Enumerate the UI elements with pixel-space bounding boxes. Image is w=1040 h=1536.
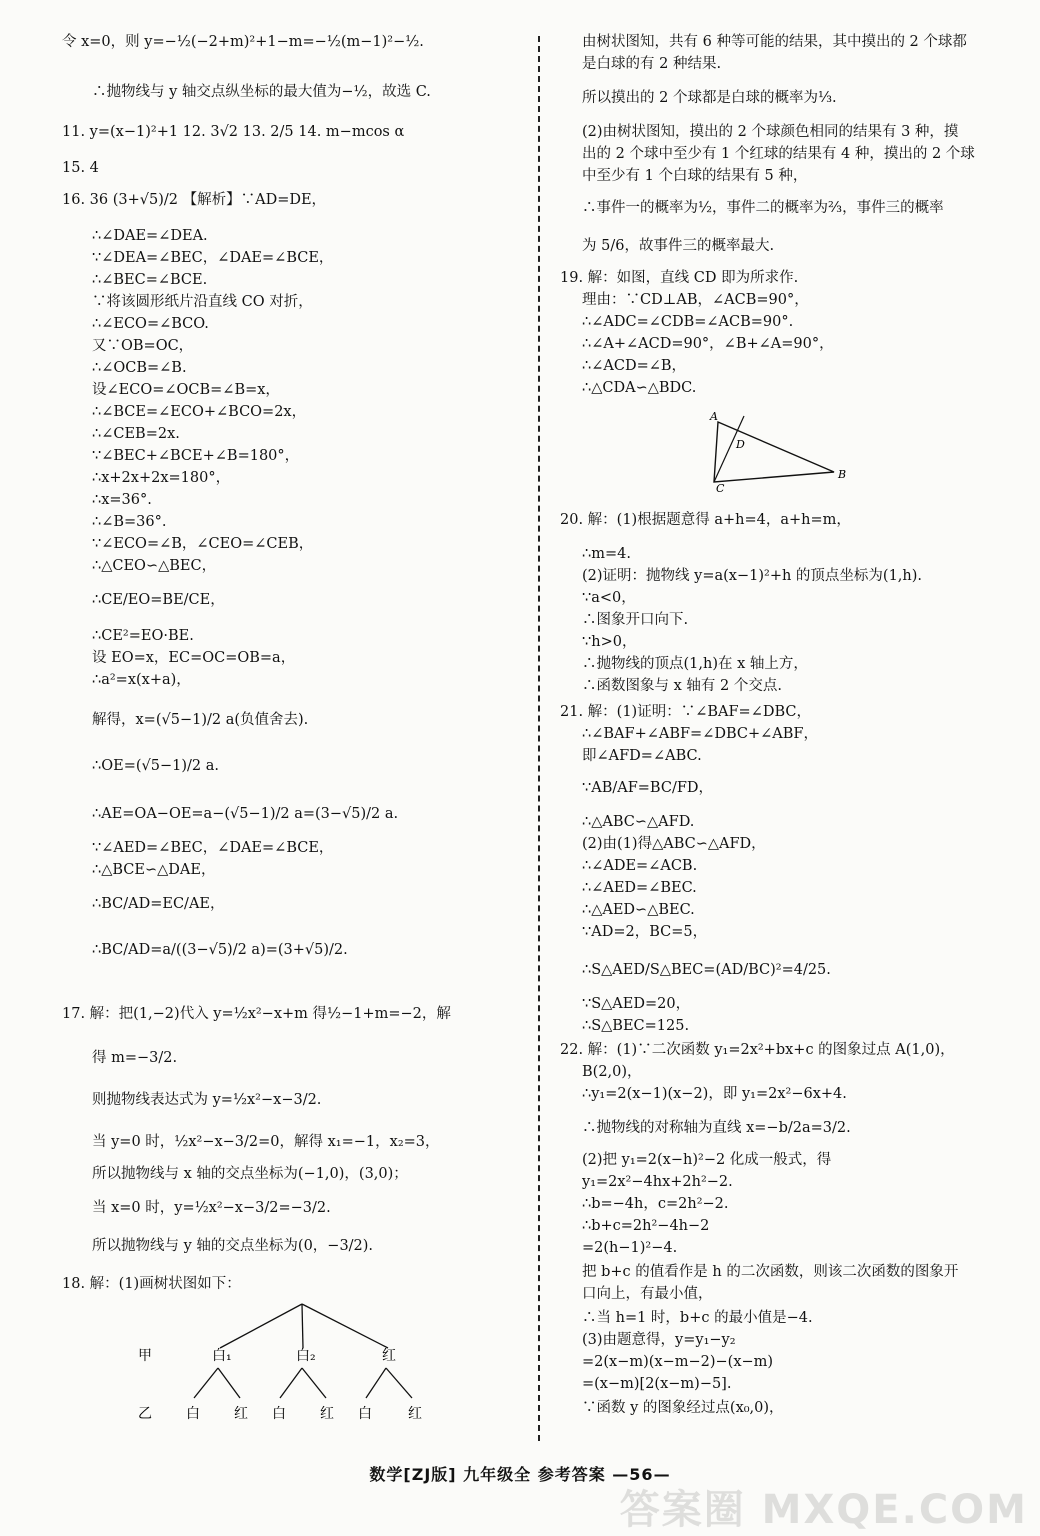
answer-line: ∴y₁=2(x−1)(x−2)，即 y₁=2x²−6x+4. [582,1086,847,1102]
answer-line: ∴抛物线的对称轴为直线 x=−b/2a=3/2. [582,1120,851,1136]
tree-level2-label: 乙 [138,1406,152,1422]
answer-line: 所以抛物线与 y 轴的交点坐标为(0，−3/2). [92,1238,374,1254]
answer-line: ∴事件一的概率为½，事件二的概率为⅔，事件三的概率 [582,200,944,216]
answer-line: ∴抛物线与 y 轴交点纵坐标的最大值为−½，故选 C. [92,84,431,100]
answer-line: ∵h>0， [582,634,637,650]
answer-line: ∵函数 y 的图象经过点(x₀,0)， [582,1400,784,1416]
tree-edge [386,1368,412,1398]
answer-line: 为 5/6，故事件三的概率最大. [582,238,775,254]
answer-line: ∴BC/AD=a/((3−√5)/2 a)=(3+√5)/2. [92,942,348,958]
triangle-abc [714,422,834,482]
answer-line: ∴△BCE∽△DAE， [92,862,216,878]
answer-line: ∵S△AED=20， [582,996,691,1012]
answer-line: (2)由(1)得△ABC∽△AFD， [582,836,766,852]
answer-line: =2(x−m)(x−m−2)−(x−m) [582,1354,774,1370]
answer-line: y₁=2x²−4hx+2h²−2. [582,1174,733,1190]
answer-line: 出的 2 个球中至少有 1 个红球的结果有 4 种，摸出的 2 个球 [582,146,975,162]
answer-line: ∵a<0， [582,590,636,606]
answer-line: ∴∠DAE=∠DEA. [92,228,208,244]
answer-line: ∴抛物线的顶点(1,h)在 x 轴上方， [582,656,808,672]
tree-edge [366,1368,386,1398]
point-a-label: A [710,410,718,423]
answer-line: 中至少有 1 个白球的结果有 5 种， [582,168,808,184]
tree-edge [194,1368,218,1398]
answer-line: ∴图象开口向下. [582,612,689,628]
tree-leaf: 红 [320,1406,334,1422]
answer-line: ∴∠BAF+∠ABF=∠DBC+∠ABF， [582,726,818,742]
tree-node: 红 [382,1348,396,1364]
answer-line: ∴△AED∽△BEC. [582,902,695,918]
tree-leaf: 红 [234,1406,248,1422]
answer-line: 又∵OB=OC， [92,338,194,354]
answer-line: ∴m=4. [582,546,631,562]
answer-line: ∴S△AED/S△BEC=(AD/BC)²=4/25. [582,962,831,978]
answer-line: 19. 解：如图，直线 CD 即为所求作. [560,270,799,286]
answer-line: 所以摸出的 2 个球都是白球的概率为⅓. [582,90,837,106]
answer-line: 是白球的有 2 种结果. [582,56,722,72]
triangle-figure [700,408,860,494]
answer-line: ∴a²=x(x+a)， [92,672,191,688]
answer-line: ∴∠BEC=∠BCE. [92,272,208,288]
point-b-label: B [838,468,847,481]
answer-line: 把 b+c 的值看作是 h 的二次函数，则该二次函数的图象开 [582,1264,959,1280]
tree-edge [302,1368,326,1398]
tree-edge [220,1304,302,1348]
answer-line: ∴∠ACD=∠B， [582,358,687,374]
answer-line: ∴S△BEC=125. [582,1018,690,1034]
answer-line: ∴函数图象与 x 轴有 2 个交点. [582,678,782,694]
answer-line: ∴x=36°. [92,492,152,508]
answer-line: 得 m=−3/2. [92,1050,178,1066]
tree-level1-label: 甲 [138,1348,152,1364]
answer-line: ∵将该圆形纸片沿直线 CO 对折， [92,294,313,310]
answer-line: 22. 解：(1)∵二次函数 y₁=2x²+bx+c 的图象过点 A(1,0)， [560,1042,955,1058]
point-d-label: D [736,438,745,451]
answer-line: ∴∠OCB=∠B. [92,360,187,376]
answer-line: 当 x=0 时，y=½x²−x−3/2=−3/2. [92,1200,331,1216]
tree-node: 白₁ [212,1348,232,1364]
answer-line: ∴∠B=36°. [92,514,167,530]
answer-line: 16. 36 (3+√5)/2 【解析】∵AD=DE， [62,192,327,208]
tree-leaf: 白 [186,1406,200,1422]
tree-edge [302,1304,388,1348]
answer-line: 口向上，有最小值， [582,1286,713,1302]
answer-line: ∴△ABC∽△AFD. [582,814,695,830]
answer-line: 设∠ECO=∠OCB=∠B=x， [92,382,280,398]
answer-line: 11. y=(x−1)²+1 12. 3√2 13. 2/5 14. m−mcos α [62,124,405,140]
answer-line: ∴∠ECO=∠BCO. [92,316,209,332]
answer-line: ∵∠DEA=∠BEC，∠DAE=∠BCE， [92,250,334,266]
probability-tree-diagram [120,1296,480,1436]
answer-line: ∵AD=2，BC=5， [582,924,708,940]
answer-line: 则抛物线表达式为 y=½x²−x−3/2. [92,1092,322,1108]
answer-line: 令 x=0，则 y=−½(−2+m)²+1−m=−½(m−1)²−½. [62,34,424,50]
answer-line: ∴AE=OA−OE=a−(√5−1)/2 a=(3−√5)/2 a. [92,806,399,822]
answer-line: ∵∠ECO=∠B，∠CEO=∠CEB， [92,536,314,552]
answer-line: ∴∠A+∠ACD=90°，∠B+∠A=90°， [582,336,834,352]
answer-line: 20. 解：(1)根据题意得 a+h=4，a+h=m， [560,512,851,528]
answer-line: ∴当 h=1 时，b+c 的最小值是−4. [582,1310,813,1326]
column-divider [538,36,540,1441]
answer-line: =2(h−1)²−4. [582,1240,678,1256]
answer-line: 所以抛物线与 x 轴的交点坐标为(−1,0)，(3,0)； [92,1166,408,1182]
tree-leaf: 白 [272,1406,286,1422]
answer-line: (2)由树状图知，摸出的 2 个球颜色相同的结果有 3 种，摸 [582,124,959,140]
answer-line: ∴b=−4h，c=2h²−2. [582,1196,729,1212]
answer-line: B(2,0)， [582,1064,642,1080]
answer-line: 由树状图知，共有 6 种等可能的结果，其中摸出的 2 个球都 [582,34,967,50]
answer-line: ∴∠AED=∠BEC. [582,880,697,896]
answer-line: (2)把 y₁=2(x−h)²−2 化成一般式，得 [582,1152,832,1168]
answer-line: ∴∠CEB=2x. [92,426,180,442]
tree-edge [218,1368,240,1398]
answer-line: ∴CE/EO=BE/CE， [92,592,225,608]
answer-line: (2)证明：抛物线 y=a(x−1)²+h 的顶点坐标为(1,h). [582,568,923,584]
answer-line: ∴△CEO∽△BEC， [92,558,217,574]
answer-line: 设 EO=x，EC=OC=OB=a， [92,650,296,666]
tree-leaf: 红 [408,1406,422,1422]
answer-line: ∴∠ADC=∠CDB=∠ACB=90°. [582,314,794,330]
answer-line: 解得，x=(√5−1)/2 a(负值舍去). [92,712,309,728]
answer-line: ∴BC/AD=EC/AE， [92,896,225,912]
answer-line: 21. 解：(1)证明：∵∠BAF=∠DBC， [560,704,811,720]
answer-line: ∵∠AED=∠BEC，∠DAE=∠BCE， [92,840,334,856]
answer-line: ∴x+2x+2x=180°， [92,470,231,486]
answer-line: 17. 解：把(1,−2)代入 y=½x²−x+m 得½−1+m=−2，解 [62,1006,451,1022]
answer-line: ∵∠BEC+∠BCE+∠B=180°， [92,448,300,464]
answer-line: ∴CE²=EO·BE. [92,628,194,644]
page-footer: 数学[ZJ版] 九年级全 参考答案 —56— [369,1465,671,1484]
tree-node: 白₂ [296,1348,316,1364]
tree-edge [280,1368,302,1398]
answer-line: 当 y=0 时，½x²−x−3/2=0，解得 x₁=−1，x₂=3， [92,1134,440,1150]
answer-line: (3)由题意得，y=y₁−y₂ [582,1332,736,1348]
answer-line: ∴OE=(√5−1)/2 a. [92,758,219,774]
tree-edge [302,1304,303,1348]
answer-line: ∴b+c=2h²−4h−2 [582,1218,710,1234]
answer-line: =(x−m)[2(x−m)−5]. [582,1376,732,1392]
answer-line: 即∠AFD=∠ABC. [582,748,702,764]
answer-line: ∴△CDA∽△BDC. [582,380,697,396]
point-c-label: C [716,482,725,494]
answer-line: 15. 4 [62,160,99,176]
answer-line: ∵AB/AF=BC/FD， [582,780,714,796]
tree-leaf: 白 [358,1406,372,1422]
answer-line: 理由：∵CD⊥AB，∠ACB=90°， [582,292,809,308]
answer-line: ∴∠BCE=∠ECO+∠BCO=2x， [92,404,307,420]
answer-line: ∴∠ADE=∠ACB. [582,858,698,874]
answer-line: 18. 解：(1)画树状图如下： [62,1276,241,1292]
watermark-logo: 答案圈 MXQE.COM [619,1487,1028,1533]
